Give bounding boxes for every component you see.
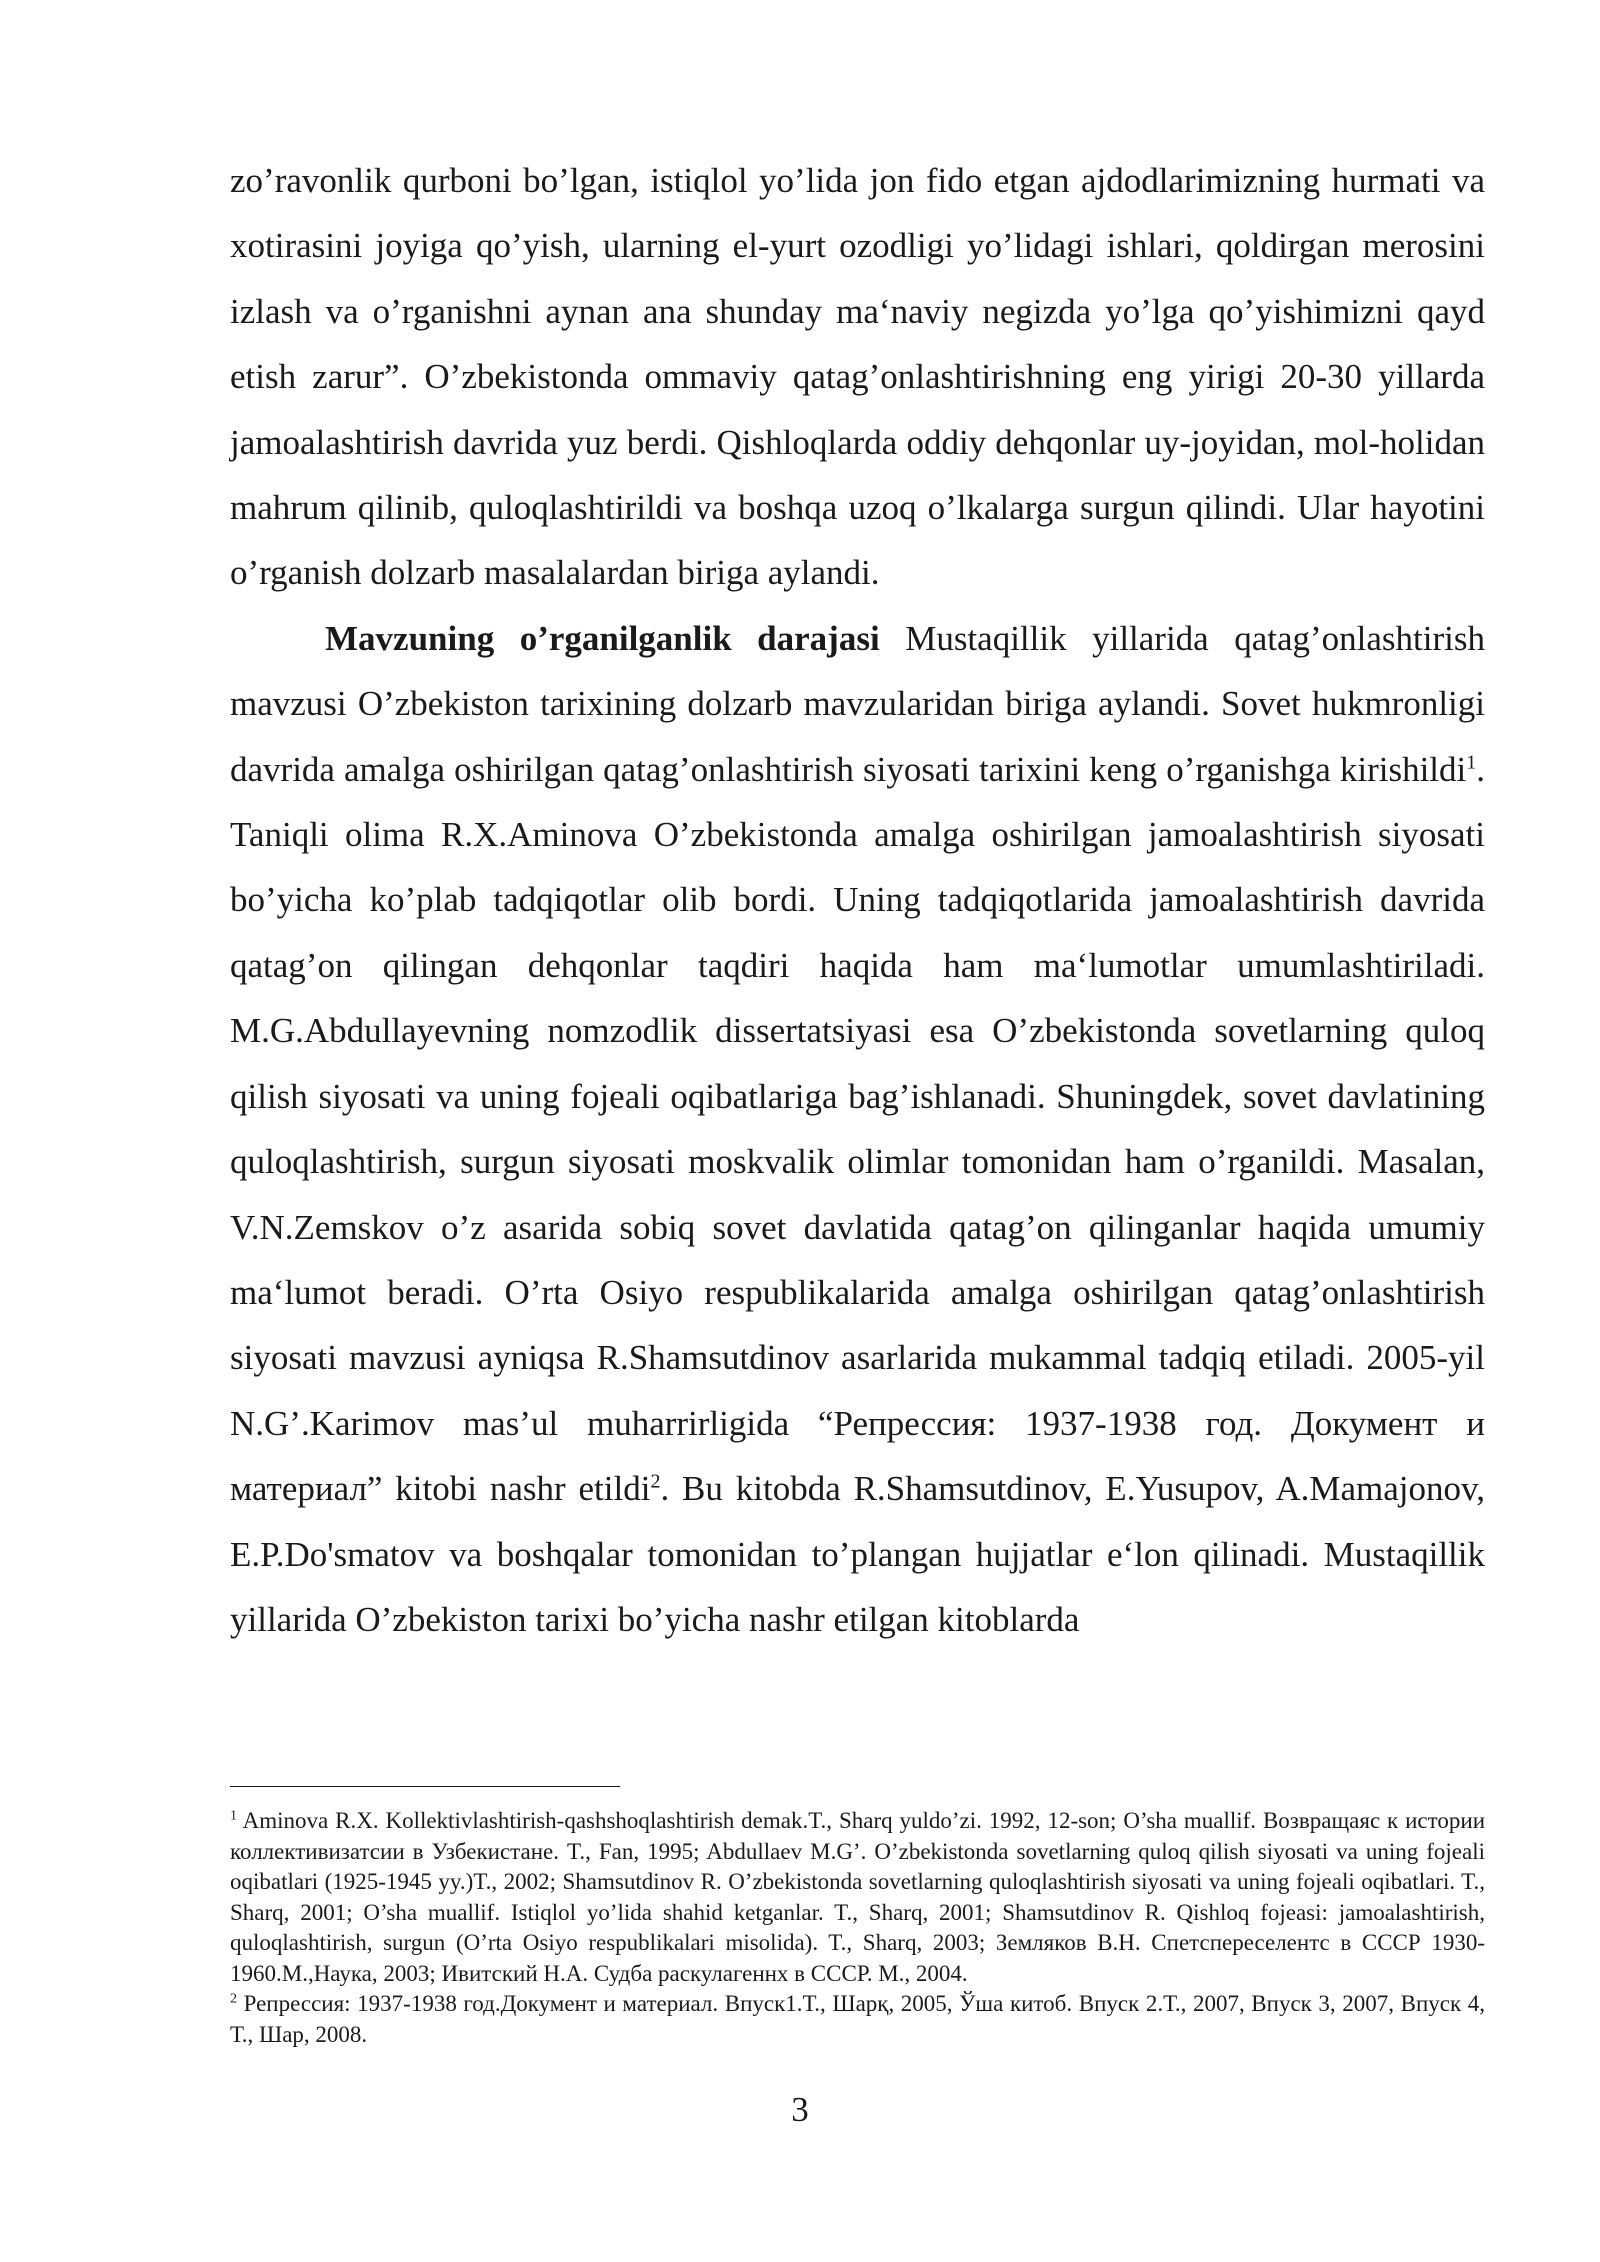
footnote-reference-2[interactable]: 2 [650,1470,661,1493]
paragraph-text-part-a: Mustaqillik yillarida qatag’onlashtirish mavzusi O’zbekiston tarixining dolzarb mavzularidan biriga aylandi. Sovet hukmronligi davrida amalga oshirilgan qatag’onlashtirish siyosati tarixini keng o’rganishga kirishildi [230,618,1486,789]
footnote-mark-1: 1 [230,1808,237,1824]
page-number: 3 [791,2090,809,2129]
section-heading: Mavzuning o’rganilganlik darajasi [325,618,880,658]
paragraph-intro: zo’ravonlik qurboni bo’lgan, istiqlol yo’lida jon fido etgan ajdodlarimizning hurmati va xotirasini joyiga qo’yish, ularning el-yurt ozodligi yo’lidagi ishlari, qoldirgan merosini izlash va o’rganishni aynan ana shunday ma‘naviy negizda yo’lga qo’yishimizni qayd etish zarur”. O’zbekistonda ommaviy qatag’onlashtirishning eng yirigi 20-30 yillarda jamoalashtirish davrida yuz berdi. Qishloqlarda oddiy dehqonlar uy-joyidan, mol-holidan mahrum qilinib, quloqlashtirildi va boshqa uzoq o’lkalarga surgun qilindi. Ular hayotini o’rganish dolzarb masalalardan biriga aylandi. [230,161,1485,593]
main-text [230,148,1485,1652]
footnote-reference-1[interactable]: 1 [1466,751,1477,773]
paragraph-literature-review [230,606,1485,1653]
footnote-separator [230,1786,620,1787]
paragraph-text-part-b: . Taniqli olima R.X.Aminova O’zbekistonda amalga oshirilgan jamoalashtirish siyosati bo’yicha ko’plab tadqiqotlar olib bordi. Uning tadqiqotlarida jamoalashtirish davrida qatag’on qilingan dehqonlar taqdiri haqida ham ma‘lumotlar umumlashtiriladi. M.G.Abdullayevning nomzodlik dissertatsiyasi esa O’zbekistonda sovetlarning quloq qilish siyosati va uning fojeali oqibatlariga bag’ishlanadi. Shuningdek, sovet davlatining quloqlashtirish, surgun siyosati moskvalik olimlar tomonidan ham o’rganildi. Masalan, V.N.Zemskov o’z asarida sobiq sovet davlatida qatag’on qilinganlar haqida umumiy ma‘lumot beradi. O’rta Osiyo respublikalarida amalga oshirilgan qatag’onlashtirish siyosati mavzusi ayniqsa R.Shamsutdinov asarlarida mukammal tadqiq etiladi. 2005-yil N.G’.Karimov mas’ul muharrirligida “Репрессия: 1937-1938 год. Документ и материал” kitobi nashr etildi [230,749,1485,1509]
footnote-mark-2: 2 [230,1991,237,2007]
footnote-text-2: Репрессия: 1937-1938 год.Документ и материал. Впуск1.Т., Шарқ, 2005, Ўша китоб. Впуск 2.Т., 2007, Впуск 3, 2007, Впуск 4, Т., Шар, 2008. [230,1991,1485,2047]
footnotes [230,1806,1485,2050]
footnote-2 [230,1989,1485,2050]
paragraph-text-part-c: . Bu kitobda R.Shamsutdinov, E.Yusupov, A.Mamajonov, E.P.Do'smatov va boshqalar tomonidan to’plangan hujjatlar e‘lon qilinadi. Mustaqillik yillarida O’zbekiston tarixi bo’yicha nashr etilgan kitoblarda [230,1469,1486,1639]
footnote-text-1: Aminova R.X. Kollektivlashtirish-qashshoqlashtirish demak.T., Sharq yuldo’zi. 1992, 12-son; O’sha muallif. Возвращаяс к истории коллективизатсии в Узбекистане. T., Fan, 1995; Abdullaev M.G’. O’zbekistonda sovetlarning quloq qilish siyosati va uning fojeali oqibatlari (1925-1945 yy.)T., 2002; Shamsutdinov R. O’zbekistonda sovetlarning quloqlashtirish siyosati va uning fojeali oqibatlari. T., Sharq, 2001; O’sha muallif. Istiqlol yo’lida shahid ketganlar. T., Sharq, 2001; Shamsutdinov R. Qishloq fojeasi: jamoalashtirish, quloqlashtirish, surgun (O’rta Osiyo respublikalari misolida). T., Sharq, 2003; Земляков В.Н. Спетспереселентс в СССР 1930-1960.М.,Наука, 2003; Ивитский Н.А. Судба раскулагеннх в СССР. М., 2004. [230,1808,1485,1986]
footnote-1 [230,1806,1485,1989]
